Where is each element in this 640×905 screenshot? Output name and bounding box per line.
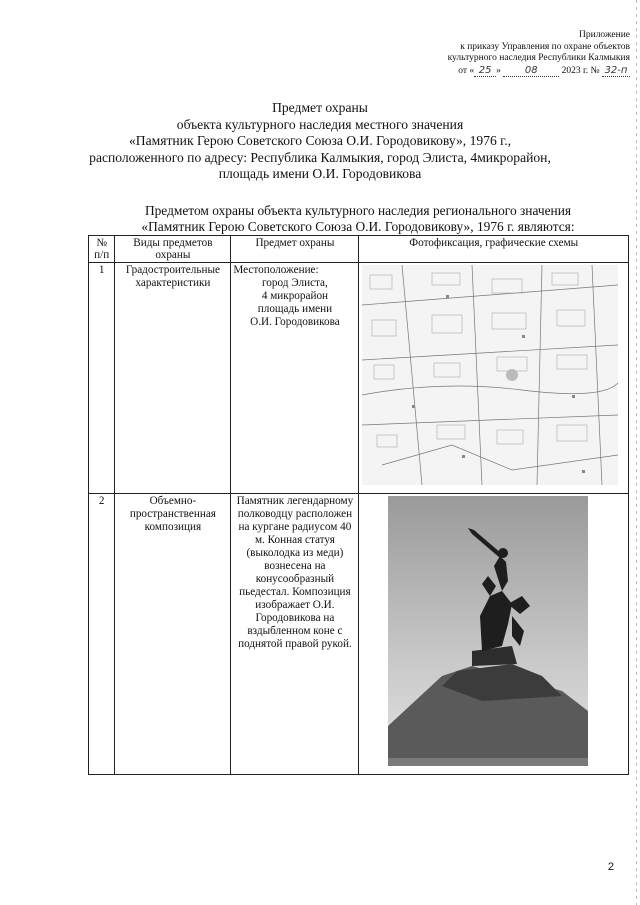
monument-photo-image — [362, 496, 618, 766]
table-row — [89, 263, 629, 494]
intro-line-2: «Памятник Герою Советского Союза О.И. Городовикову», 1976 г. являются: — [141, 219, 575, 234]
row-num: 1 — [89, 263, 115, 494]
date-prefix: от « — [458, 65, 475, 76]
row-photo — [359, 494, 629, 775]
date-suffix: 2023 г. № — [561, 65, 600, 76]
title-line-3: «Памятник Герою Советского Союза О.И. Городовикову», 1976 г., — [128, 133, 512, 148]
date-month: 08 — [503, 65, 559, 78]
header-subject: Предмет охраны — [231, 236, 359, 263]
subject-line: О.И. Городовикова — [250, 316, 340, 328]
intro-paragraph — [88, 203, 628, 235]
row-subject: Памятник легендарному полководцу расположен на кургане радиусом 40 м. Конная статуя (выколодка из меди) вознесена на конусообразный пьедестал. Композиция изображает О.И. Городовикова на вздыбленном коне с поднятой правой рукой. — [231, 494, 359, 775]
subject-line: 4 микрорайон — [261, 290, 329, 302]
title-line-5: площадь имени О.И. Городовикова — [218, 166, 422, 181]
header-num: № п/п — [89, 236, 115, 263]
subject-line: площадь имени — [257, 303, 333, 315]
row-subject — [231, 263, 359, 494]
subject-line: город Элиста, — [262, 277, 328, 289]
row-num: 2 — [89, 494, 115, 775]
appendix-title: Приложение — [579, 30, 630, 40]
city-map-image — [362, 265, 618, 485]
appendix-order-ref-2: культурного наследия Республики Калмыкия — [447, 53, 630, 63]
intro-line-1: Предметом охраны объекта культурного наследия регионального значения — [144, 203, 572, 218]
table-header-row — [89, 236, 629, 263]
row-kind: Градостроительные характеристики — [115, 263, 231, 494]
title-line-1: Предмет охраны — [272, 100, 368, 115]
table-row — [89, 494, 629, 775]
date-day: 25 — [474, 65, 496, 78]
scan-edge — [636, 0, 637, 905]
subject-line: Местоположение: — [233, 264, 319, 276]
header-photo: Фотофиксация, графические схемы — [359, 236, 629, 263]
appendix-order-ref: к приказу Управления по охране объектов — [460, 41, 630, 52]
order-number: 32-п — [602, 65, 630, 78]
header-kind: Виды предметов охраны — [115, 236, 231, 263]
appendix-block — [330, 30, 630, 77]
row-photo — [359, 263, 629, 494]
protection-table — [88, 235, 629, 775]
appendix-date-line — [330, 65, 630, 78]
title-line-2: объекта культурного наследия местного значения — [176, 116, 464, 132]
document-title — [20, 100, 620, 183]
page-number: 2 — [607, 861, 614, 873]
date-mid: » — [496, 65, 501, 76]
row-kind: Объемно-пространственная композиция — [115, 494, 231, 775]
title-line-4: расположенного по адресу: Республика Калмыкия, город Элиста, 4микрорайон, — [89, 149, 551, 165]
